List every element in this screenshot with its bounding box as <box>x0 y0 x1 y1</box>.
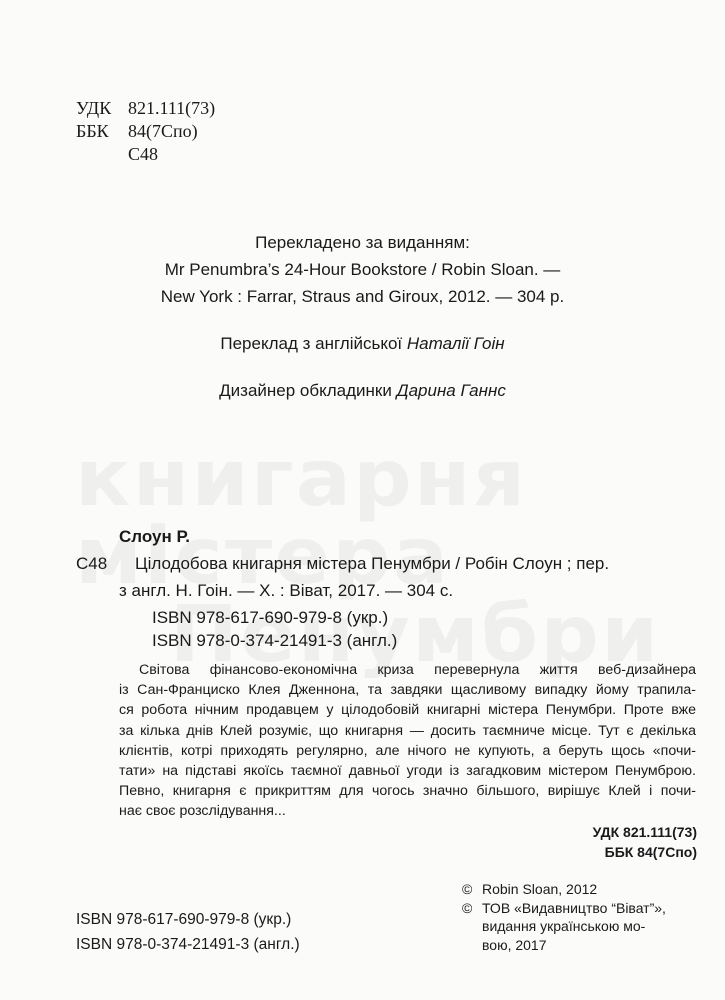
translator-credit <box>0 334 725 354</box>
annotation-line: Світова фінансово-економічна криза перевернула життя веб-дизайнера <box>139 662 696 678</box>
copyright-line-1: Robin Sloan, 2012 <box>482 881 598 897</box>
bottom-isbn-block <box>76 907 300 957</box>
original-edition-block <box>0 229 725 310</box>
original-edition-line-3: New York : Farrar, Straus and Giroux, 2012. — 304 p. <box>160 287 565 306</box>
bbk-value: 84(7Спо) <box>128 121 198 141</box>
annotation-line: ся робота нічним продавцем у цілодобовій книгарні містера Пенумбри. Проте вже <box>119 702 696 719</box>
annotation-line: тати» на підставі якоїсь таємної давньої угоди із загадковим містером Пенумброю. <box>119 763 696 780</box>
copyright-symbol: © <box>462 881 473 897</box>
classification-block <box>76 97 215 166</box>
annotation-line: клієнтів, котрі приходять регулярно, але нічого не купують, а беруть щось «почи- <box>119 742 696 759</box>
translator-name: Наталії Гоін <box>406 334 505 353</box>
bottom-udk: УДК 821.111(73) <box>592 824 697 840</box>
bottom-isbn-ukr: ISBN 978-617-690-979-8 (укр.) <box>76 911 292 928</box>
annotation-paragraph <box>119 660 696 822</box>
copyright-line-2: ТОВ «Видавництво “Віват”», <box>482 899 666 916</box>
annotation-line: за кілька днів Клей розуміє, що книгарня — досить таємниче місце. Тут є декілька <box>119 722 696 739</box>
translator-label: Переклад з англійської <box>220 334 403 353</box>
author-sign: С48 <box>128 144 159 164</box>
original-edition-line-1: Перекладено за виданням: <box>255 233 470 252</box>
copyright-line-4: вою, 2017 <box>482 936 547 953</box>
bbk-label: ББК <box>76 121 109 141</box>
catalog-author-heading: Слоун Р. <box>119 527 190 546</box>
bottom-bbk: ББК 84(7Спо) <box>604 844 697 860</box>
copyright-block <box>462 880 666 954</box>
catalog-isbn-ukr: ISBN 978-617-690-979-8 (укр.) <box>152 608 389 627</box>
annotation-line: із Сан-Франциско Клея Дженнона, та завдяки щасливому випадку йому трапила- <box>119 682 696 699</box>
catalog-description-line-2: з англ. Н. Гоін. — Х. : Віват, 2017. — 304 с. <box>119 581 454 600</box>
bottom-classification-codes <box>593 822 697 862</box>
bottom-isbn-eng: ISBN 978-0-374-21491-3 (англ.) <box>76 936 300 953</box>
cover-designer-credit <box>0 381 725 401</box>
cover-designer-label: Дизайнер обкладинки <box>219 381 392 400</box>
udk-value: 821.111(73) <box>128 98 216 118</box>
annotation-line: нає своє розслідування... <box>119 803 286 820</box>
catalog-sign: С48 <box>76 554 108 573</box>
original-edition-line-2: Mr Penumbra’s 24-Hour Bookstore / Robin Sloan. — <box>164 260 561 279</box>
udk-label: УДК <box>76 98 112 118</box>
copyright-symbol: © <box>462 899 473 916</box>
catalog-description-line-1: Цілодобова книгарня містера Пенумбри / Робін Слоун ; пер. <box>135 554 610 573</box>
cover-designer-name: Дарина Ганнс <box>396 381 506 400</box>
copyright-line-3: видання українською мо- <box>482 918 646 934</box>
annotation-line: Певно, книгарня є прикриттям для чогось значно більшого, вирішує Клей і почи- <box>119 783 696 800</box>
catalog-isbn-eng: ISBN 978-0-374-21491-3 (англ.) <box>152 631 398 650</box>
